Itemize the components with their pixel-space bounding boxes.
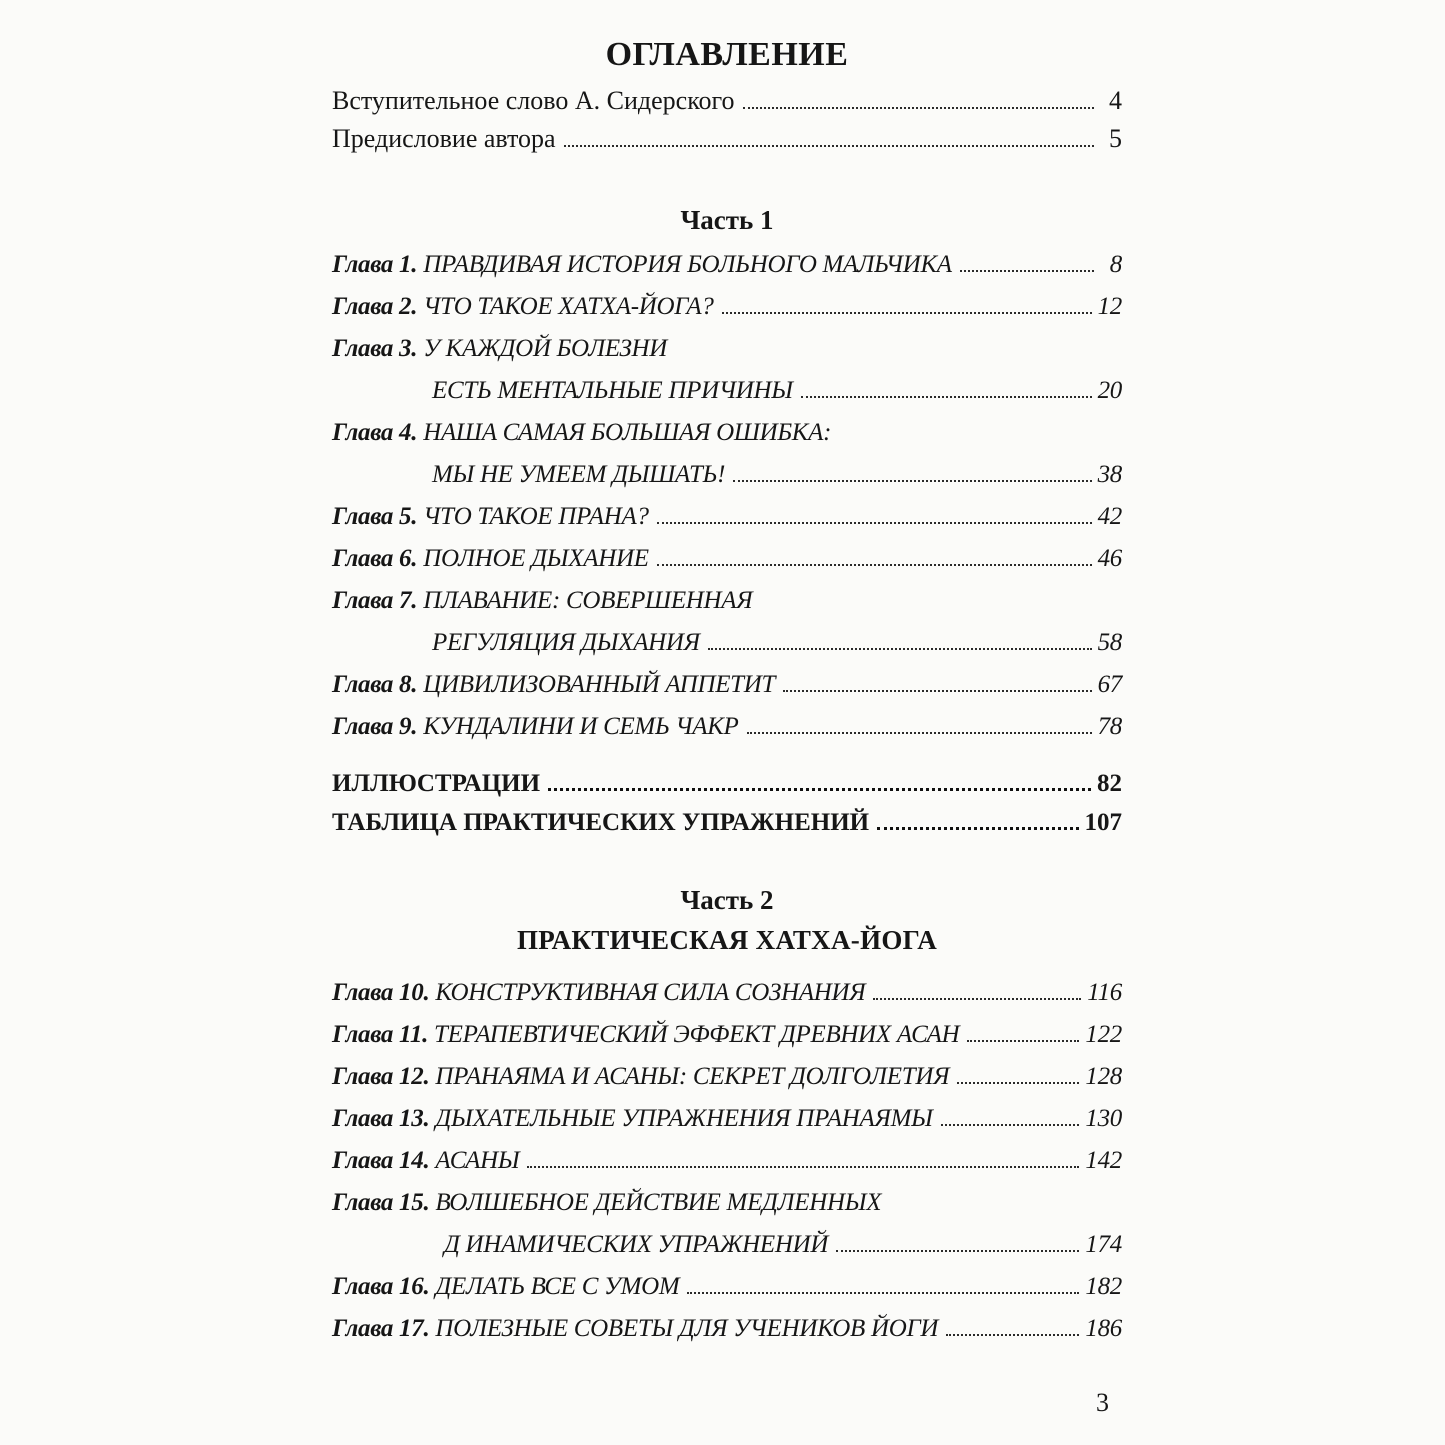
entry-text: ИЛЛЮСТРАЦИИ [332,770,541,797]
toc-entry-chapter-7 [332,580,1122,622]
toc-entry-chapter-17 [332,1308,1122,1350]
chapter-label: Глава 10. [332,979,430,1006]
dot-leader [657,522,1092,524]
entry-page: 82 [1097,770,1122,797]
part1-title: Часть 1 [680,205,774,235]
dot-leader [957,1082,1079,1084]
chapter-title: АСАНЫ [435,1147,520,1174]
chapter-title-continued: ЕСТЬ МЕНТАЛЬНЫЕ ПРИЧИНЫ [432,377,793,404]
toc-entry-chapter-14 [332,1140,1122,1182]
toc-entry-chapter-4-continued [332,454,1122,496]
entry-page: 78 [1097,713,1122,740]
chapter-label: Глава 7. [332,587,418,614]
chapter-label: Глава 1. [332,251,418,278]
toc-entry-chapter-13 [332,1098,1122,1140]
dot-leader [967,1040,1079,1042]
entry-page: 67 [1097,671,1122,698]
dot-leader [527,1166,1079,1168]
entry-page: 186 [1085,1315,1122,1342]
chapter-title: ДЫХАТЕЛЬНЫЕ УПРАЖНЕНИЯ ПРАНАЯМЫ [435,1105,933,1132]
chapter-title: ДЕЛАТЬ ВСЕ С УМОМ [435,1273,680,1300]
entry-text: ТАБЛИЦА ПРАКТИЧЕСКИХ УПРАЖНЕНИЙ [332,809,870,836]
table-of-contents [332,30,1122,1350]
dot-leader [708,648,1092,650]
toc-entry-exercise-table [332,803,1122,842]
chapter-label: Глава 14. [332,1147,430,1174]
chapter-label: Глава 12. [332,1063,430,1090]
chapter-label: Глава 2. [332,293,418,320]
entry-page: 12 [1097,293,1122,320]
chapter-label: Глава 8. [332,671,418,698]
chapter-title: ПОЛНОЕ ДЫХАНИЕ [423,545,649,572]
entry-page: 107 [1084,809,1122,836]
toc-entry-chapter-9 [332,706,1122,748]
part2-subtitle: ПРАКТИЧЕСКАЯ ХАТХА-ЙОГА [516,925,938,955]
chapter-label: Глава 3. [332,335,418,362]
toc-entry-chapter-4 [332,412,1122,454]
entry-page: 174 [1085,1231,1122,1258]
chapter-title: ПЛАВАНИЕ: СОВЕРШЕННАЯ [423,587,753,614]
chapter-title: НАША САМАЯ БОЛЬШАЯ ОШИБКА: [423,419,832,446]
chapter-label: Глава 17. [332,1315,430,1342]
chapter-title-continued: Д ИНАМИЧЕСКИХ УПРАЖНЕНИЙ [444,1231,829,1258]
dot-leader [873,998,1081,1000]
entry-page: 20 [1097,377,1122,404]
toc-entry-chapter-8 [332,664,1122,706]
toc-entry-chapter-1 [332,244,1122,286]
chapter-title: ЧТО ТАКОЕ ХАТХА-ЙОГА? [423,293,714,320]
chapter-title: ЦИВИЛИЗОВАННЫЙ АППЕТИТ [423,671,776,698]
chapter-title: КОНСТРУКТИВНАЯ СИЛА СОЗНАНИЯ [435,979,866,1006]
entry-page: 130 [1085,1105,1122,1132]
entry-page: 5 [1109,124,1122,153]
chapter-title: У КАЖДОЙ БОЛЕЗНИ [423,335,668,362]
entry-page: 116 [1087,979,1122,1006]
chapter-title-continued: РЕГУЛЯЦИЯ ДЫХАНИЯ [432,629,700,656]
entry-text: Вступительное слово А. Сидерского [332,86,735,115]
dot-leader [801,396,1092,398]
dot-leader [877,827,1078,830]
toc-entry-chapter-12 [332,1056,1122,1098]
dot-leader [941,1124,1080,1126]
chapter-label: Глава 9. [332,713,418,740]
toc-entry-preface [332,120,1122,158]
dot-leader [657,564,1092,566]
chapter-title: ЧТО ТАКОЕ ПРАНА? [423,503,649,530]
entry-page: 182 [1085,1273,1122,1300]
chapter-label: Глава 4. [332,419,418,446]
dot-leader [733,480,1092,482]
chapter-title: ПРАВДИВАЯ ИСТОРИЯ БОЛЬНОГО МАЛЬЧИКА [423,251,952,278]
chapter-label: Глава 11. [332,1021,429,1048]
dot-leader [960,270,1094,272]
entry-page: 4 [1109,86,1122,115]
chapter-title: ПРАНАЯМА И АСАНЫ: СЕКРЕТ ДОЛГОЛЕТИЯ [435,1063,950,1090]
entry-page: 8 [1109,251,1122,278]
page-number: 3 [1096,1388,1109,1417]
entry-page: 38 [1097,461,1122,488]
dot-leader [747,732,1092,734]
entry-text: Предисловие автора [332,124,556,153]
entry-page: 46 [1097,545,1122,572]
toc-entry-chapter-3-continued [332,370,1122,412]
dot-leader [722,312,1092,314]
toc-entry-chapter-15 [332,1182,1122,1224]
entry-page: 58 [1097,629,1122,656]
chapter-title: ВОЛШЕБНОЕ ДЕЙСТВИЕ МЕДЛЕННЫХ [435,1189,882,1216]
dot-leader [687,1292,1079,1294]
toc-entry-chapter-15-continued [332,1224,1122,1266]
chapter-label: Глава 13. [332,1105,430,1132]
chapter-title-continued: МЫ НЕ УМЕЕМ ДЫШАТЬ! [432,461,726,488]
toc-entry-foreword [332,82,1122,120]
toc-entry-chapter-11 [332,1014,1122,1056]
toc-entry-chapter-6 [332,538,1122,580]
chapter-title: ТЕРАПЕВТИЧЕСКИЙ ЭФФЕКТ ДРЕВНИХ АСАН [434,1021,960,1048]
dot-leader [783,690,1091,692]
entry-page: 122 [1085,1021,1122,1048]
toc-entry-chapter-7-continued [332,622,1122,664]
toc-entry-illustrations [332,764,1122,803]
chapter-title: ПОЛЕЗНЫЕ СОВЕТЫ ДЛЯ УЧЕНИКОВ ЙОГИ [435,1315,939,1342]
part2-title: Часть 2 [680,885,774,915]
toc-entry-chapter-2 [332,286,1122,328]
entry-page: 128 [1085,1063,1122,1090]
dot-leader [743,107,1094,109]
chapter-title: КУНДАЛИНИ И СЕМЬ ЧАКР [423,713,739,740]
chapter-label: Глава 6. [332,545,418,572]
toc-entry-chapter-3 [332,328,1122,370]
dot-leader [548,788,1091,791]
entry-page: 142 [1085,1147,1122,1174]
dot-leader [564,145,1094,147]
dot-leader [836,1250,1079,1252]
toc-entry-chapter-10 [332,972,1122,1014]
chapter-label: Глава 15. [332,1189,430,1216]
toc-title: ОГЛАВЛЕНИЕ [605,36,849,73]
entry-page: 42 [1097,503,1122,530]
dot-leader [946,1334,1079,1336]
chapter-label: Глава 16. [332,1273,430,1300]
toc-entry-chapter-5 [332,496,1122,538]
chapter-label: Глава 5. [332,503,418,530]
toc-entry-chapter-16 [332,1266,1122,1308]
